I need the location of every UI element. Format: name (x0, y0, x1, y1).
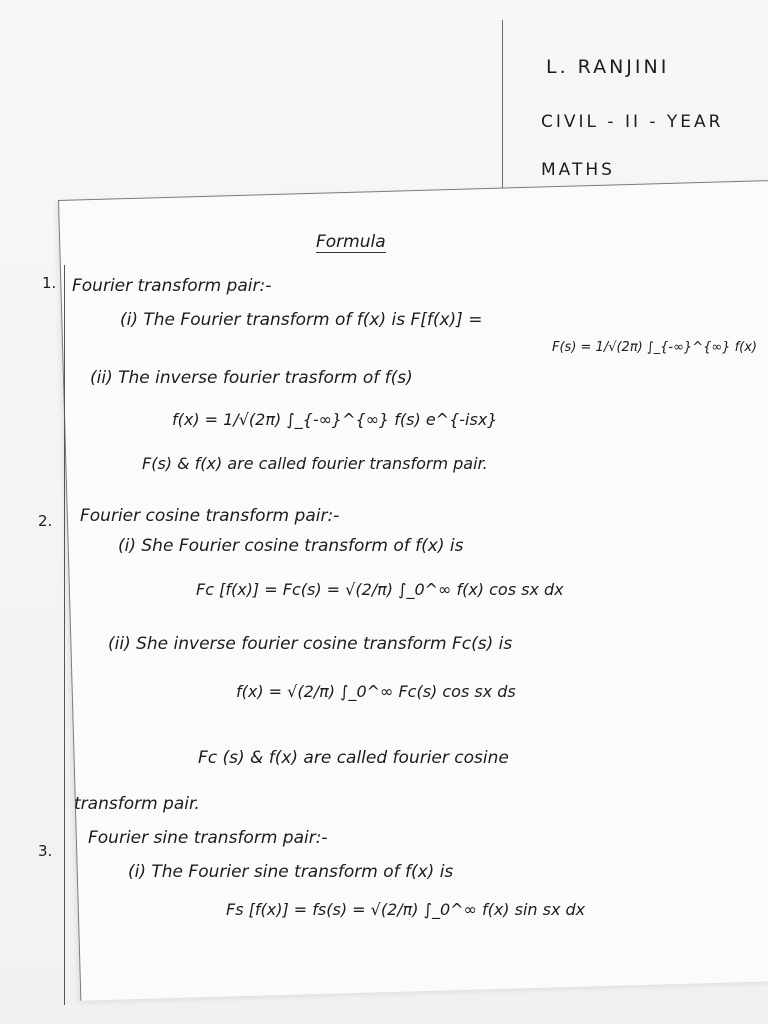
section-2-item-i-formula: Fc [f(x)] = Fc(s) = √(2/π) ∫_0^∞ f(x) cos sx dx (196, 580, 564, 599)
section-number-3: 3. (38, 842, 53, 860)
section-2-item-ii: (ii) She inverse fourier cosine transform Fc(s) is (108, 634, 513, 654)
section-2-item-i: (i) She Fourier cosine transform of f(x) is (118, 536, 464, 556)
section-2-heading: Fourier cosine transform pair:- (80, 506, 340, 526)
section-3-item-i-formula: Fs [f(x)] = fs(s) = √(2/π) ∫_0^∞ f(x) sin sx dx (226, 900, 586, 919)
department-year: CIVIL - II - YEAR (541, 112, 724, 132)
section-number-2: 2. (38, 512, 53, 530)
section-2-item-ii-formula: f(x) = √(2/π) ∫_0^∞ Fc(s) cos sx ds (236, 682, 516, 701)
section-1-item-i: (i) The Fourier transform of f(x) is F[f(x)] = (120, 310, 483, 330)
section-3-item-i: (i) The Fourier sine transform of f(x) is (128, 862, 454, 882)
subject-label: MATHS (541, 160, 615, 180)
student-name: L. RANJINI (546, 56, 670, 78)
page-title: Formula (316, 232, 386, 252)
section-1-item-i-formula: F(s) = 1/√(2π) ∫_{-∞}^{∞} f(x) (552, 340, 758, 355)
margin-line (64, 265, 65, 1005)
section-number-1: 1. (42, 274, 57, 292)
section-1-item-ii-formula: f(x) = 1/√(2π) ∫_{-∞}^{∞} f(s) e^{-isx} (172, 410, 498, 429)
section-1-pair-statement: F(s) & f(x) are called fourier transform pair. (142, 454, 488, 473)
section-2-pair-statement-cont: transform pair. (74, 794, 200, 814)
section-2-pair-statement: Fc (s) & f(x) are called fourier cosine (198, 748, 509, 768)
section-1-item-ii: (ii) The inverse fourier trasform of f(s) (90, 368, 413, 388)
section-1-heading: Fourier transform pair:- (72, 276, 272, 296)
section-3-heading: Fourier sine transform pair:- (88, 828, 328, 848)
